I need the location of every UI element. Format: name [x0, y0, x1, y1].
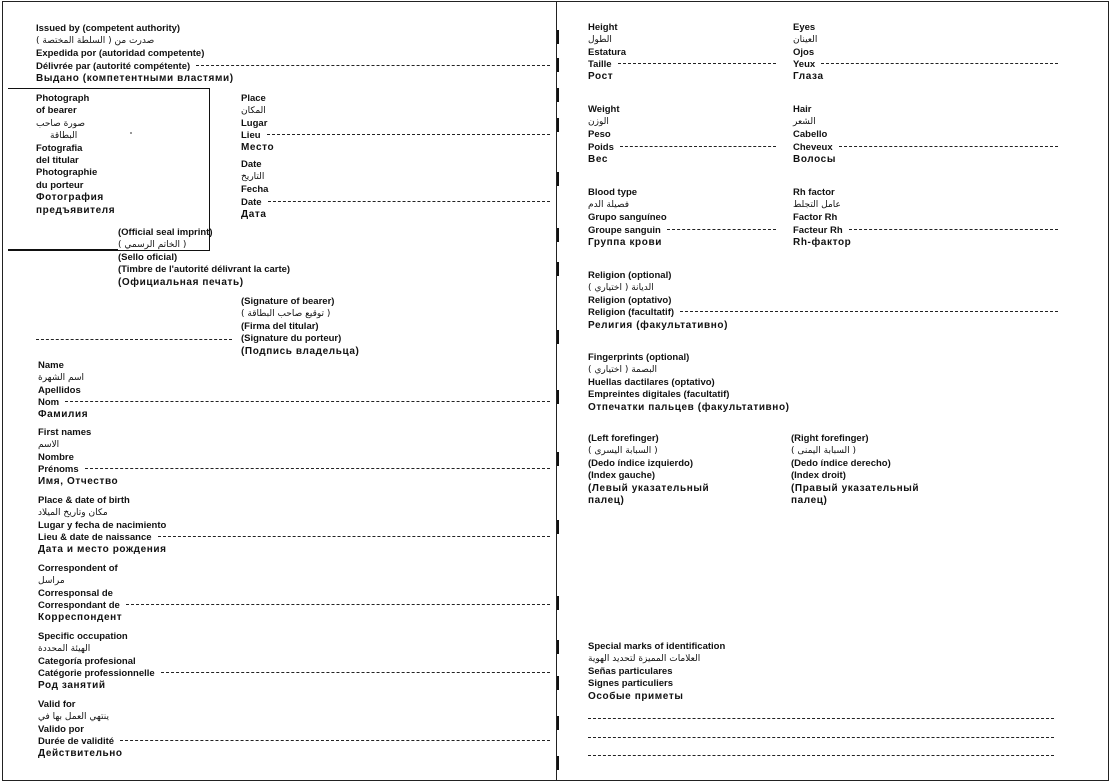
valid-for-field[interactable]: Durée de validité — [38, 736, 550, 747]
fill-line — [267, 134, 550, 135]
eyes-field[interactable]: Yeux — [793, 59, 1058, 70]
weight-russian: Вес — [588, 154, 609, 165]
first-names-field[interactable]: Prénoms — [38, 464, 550, 475]
religion-field[interactable]: Religion (facultatif) — [588, 307, 1058, 318]
eyes-block: Eyes العينان Ojos — [793, 22, 818, 58]
issued-by-field[interactable]: Délivrée par (autorité compétente) — [36, 61, 550, 72]
center-mark — [557, 596, 559, 610]
name-block: Name اسم الشهرة Apellidos — [38, 360, 84, 396]
fill-line — [667, 229, 776, 230]
eyes-russian: Глаза — [793, 71, 824, 82]
date-field[interactable]: Date — [241, 197, 550, 208]
valid-for-russian: Действительно — [38, 748, 123, 759]
fingerprints-block: Fingerprints (optional) البصمة ( اختياري ) Huellas dactilares (optativo) Empreintes digitales (facultatif) Отпечатки пальцев (факультативно) — [588, 352, 790, 413]
issued-by-block: Issued by (competent authority) صدرت من ( السلطة المختصة ) Expedida por (autoridad competente) — [36, 23, 205, 59]
fill-line — [85, 468, 550, 469]
center-mark — [557, 640, 559, 654]
occupation-russian: Род занятий — [38, 680, 106, 691]
correspondent-russian: Корреспондент — [38, 612, 123, 623]
fill-line — [839, 146, 1058, 147]
birth-russian: Дата и место рождения — [38, 544, 167, 555]
fill-line — [268, 201, 550, 202]
correspondent-block: Correspondent of مراسل Corresponsal de — [38, 563, 118, 599]
place-russian: Место — [241, 142, 275, 153]
blood-type-field[interactable]: Groupe sanguin — [588, 225, 776, 236]
rh-factor-field[interactable]: Facteur Rh — [793, 225, 1058, 236]
fill-line — [196, 65, 550, 66]
hair-block: Hair الشعر Cabello — [793, 104, 828, 140]
height-block: Height الطول Estatura — [588, 22, 627, 58]
fill-line — [821, 63, 1058, 64]
photograph-label: Photograph of bearer صورة صاحب البطاقة Fotografia del titular Photographie du porteur Фотография предъявителя — [36, 93, 116, 216]
center-mark — [557, 228, 559, 242]
occupation-field[interactable]: Catégorie professionnelle — [38, 668, 550, 679]
first-names-block: First names الاسم Nombre — [38, 427, 92, 463]
blood-type-russian: Группа крови — [588, 237, 662, 248]
center-mark — [557, 756, 559, 770]
religion-russian: Религия (факультативно) — [588, 320, 729, 331]
signature-line[interactable] — [36, 339, 232, 340]
weight-field[interactable]: Poids — [588, 142, 776, 153]
blood-type-block: Blood type فصيلة الدم Grupo sanguíneo — [588, 187, 667, 223]
rh-factor-block: Rh factor عامل التجلط Factor Rh — [793, 187, 841, 223]
occupation-block: Specific occupation الهيئة المحددة Categoría profesional — [38, 631, 136, 667]
name-field[interactable]: Nom — [38, 397, 550, 408]
place-block: Place المكان Lugar — [241, 93, 268, 129]
name-russian: Фамилия — [38, 409, 89, 420]
correspondent-field[interactable]: Correspondant de — [38, 600, 550, 611]
first-names-russian: Имя, Отчество — [38, 476, 119, 487]
center-mark — [557, 716, 559, 730]
center-mark — [557, 172, 559, 186]
place-field[interactable]: Lieu — [241, 130, 550, 141]
photo-dot — [130, 132, 132, 134]
fill-line — [161, 672, 550, 673]
signature-block: (Signature of bearer) ( توقيع صاحب البطاقة ) (Firma del titular) (Signature du porteur) (Подпись владельца) — [241, 296, 360, 357]
center-mark — [557, 118, 559, 132]
fill-line — [65, 401, 550, 402]
hair-russian: Волосы — [793, 154, 836, 165]
center-mark — [557, 390, 559, 404]
fill-line — [158, 536, 550, 537]
official-seal-block: (Official seal imprint) ( الخاتم الرسمي ) (Sello oficial) (Timbre de l'autorité délivrant la carte) (Официальная печать) — [118, 227, 291, 288]
fill-line — [680, 311, 1058, 312]
valid-for-block: Valid for ينتهي العمل بها في Valido por — [38, 699, 109, 735]
hair-field[interactable]: Cheveux — [793, 142, 1058, 153]
religion-block: Religion (optional) الديانة ( اختياري ) Religion (optativo) — [588, 270, 672, 306]
photo-box-bottom — [8, 249, 118, 250]
birth-field[interactable]: Lieu & date de naissance — [38, 532, 550, 543]
center-mark — [557, 88, 559, 102]
date-russian: Дата — [241, 209, 267, 220]
right-forefinger-box[interactable]: (Right forefinger) ( السبابة اليمنى ) (Dedo índice derecho) (Index droit) (Правый указательный палец) — [791, 433, 920, 507]
fill-line — [849, 229, 1058, 230]
center-mark — [557, 676, 559, 690]
date-block: Date التاريخ Fecha — [241, 159, 269, 195]
left-forefinger-box[interactable]: (Left forefinger) ( السبابة اليسرى ) (Dedo índice izquierdo) (Index gauche) (Левый указательный палец) — [588, 433, 710, 507]
special-marks-line-1[interactable] — [588, 718, 1054, 719]
special-marks-line-2[interactable] — [588, 737, 1054, 738]
center-mark — [557, 30, 559, 44]
height-field[interactable]: Taille — [588, 59, 776, 70]
center-mark — [557, 330, 559, 344]
fill-line — [126, 604, 550, 605]
center-mark — [557, 58, 559, 72]
fill-line — [120, 740, 550, 741]
rh-factor-russian: Rh-фактор — [793, 237, 852, 248]
issued-by-russian: Выдано (компетентными властями) — [36, 73, 234, 84]
center-mark — [557, 520, 559, 534]
weight-block: Weight الوزن Peso — [588, 104, 620, 140]
birth-block: Place & date of birth مكان وتاريخ الميلاد Lugar y fecha de nacimiento — [38, 495, 167, 531]
center-mark — [557, 452, 559, 466]
special-marks-line-3[interactable] — [588, 755, 1054, 756]
center-mark — [557, 262, 559, 276]
special-marks-block: Special marks of identification العلامات المميزة لتحديد الهوية Señas particulares Signes particuliers Особые приметы — [588, 641, 726, 702]
fill-line — [618, 63, 776, 64]
fill-line — [620, 146, 776, 147]
height-russian: Рост — [588, 71, 614, 82]
